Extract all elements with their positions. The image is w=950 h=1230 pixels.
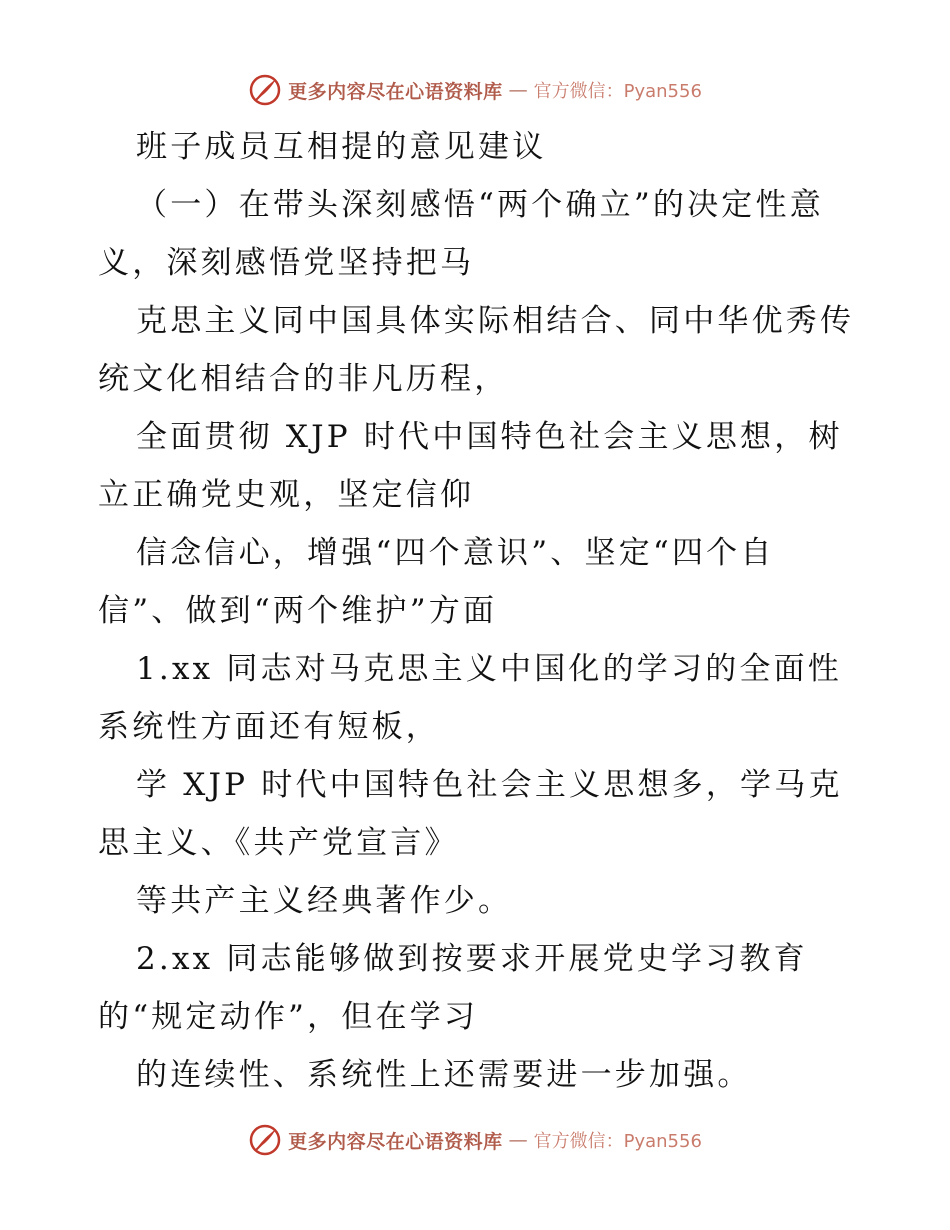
paragraph-line: 的“规定动作”，但在学习	[98, 999, 479, 1035]
paragraph-line: 学 XJP 时代中国特色社会主义思想多，学马克	[136, 767, 843, 803]
paragraph-line: 统文化相结合的非凡历程，	[98, 361, 509, 397]
paragraph-line: 全面贯彻 XJP 时代中国特色社会主义思想，树	[136, 419, 843, 455]
paragraph-line: 2.xx 同志能够做到按要求开展党史学习教育	[136, 941, 808, 977]
paragraph-line: 信”、做到“两个维护”方面	[98, 593, 498, 629]
watermark-sub-text: 官方微信：Pyan556	[533, 81, 702, 102]
paragraph-line: 等共产主义经典著作少。	[136, 883, 513, 919]
watermark-sub-text: 官方微信：Pyan556	[533, 1131, 702, 1152]
paragraph-line: 立正确党史观，坚定信仰	[98, 477, 475, 513]
footer-watermark	[0, 1120, 950, 1160]
paragraph-line: 的连续性、系统性上还需要进一步加强。	[136, 1057, 752, 1093]
watermark-main-text: 更多内容尽在心语资料库	[288, 80, 503, 103]
paragraph-line: 思主义、《共产党宣言》	[98, 825, 459, 861]
paragraph-line: 义，深刻感悟党坚持把马	[98, 245, 475, 281]
watermark-main-text: 更多内容尽在心语资料库	[288, 1130, 503, 1153]
document-body	[98, 118, 858, 1104]
document-title: 班子成员互相提的意见建议	[136, 129, 547, 165]
watermark-dash: —	[508, 1129, 528, 1151]
paragraph-line: 1.xx 同志对马克思主义中国化的学习的全面性	[136, 651, 842, 687]
paragraph-line: 克思主义同中国具体实际相结合、同中华优秀传	[136, 303, 855, 339]
quill-logo-icon	[248, 1123, 282, 1157]
paragraph-line: 信念信心，增强“四个意识”、坚定“四个自	[136, 535, 775, 571]
header-watermark	[0, 70, 950, 110]
watermark-dash: —	[508, 79, 528, 101]
paragraph-line: 系统性方面还有短板，	[98, 709, 440, 745]
quill-logo-icon	[248, 73, 282, 107]
paragraph-line: （一）在带头深刻感悟“两个确立”的决定性意	[136, 187, 824, 223]
